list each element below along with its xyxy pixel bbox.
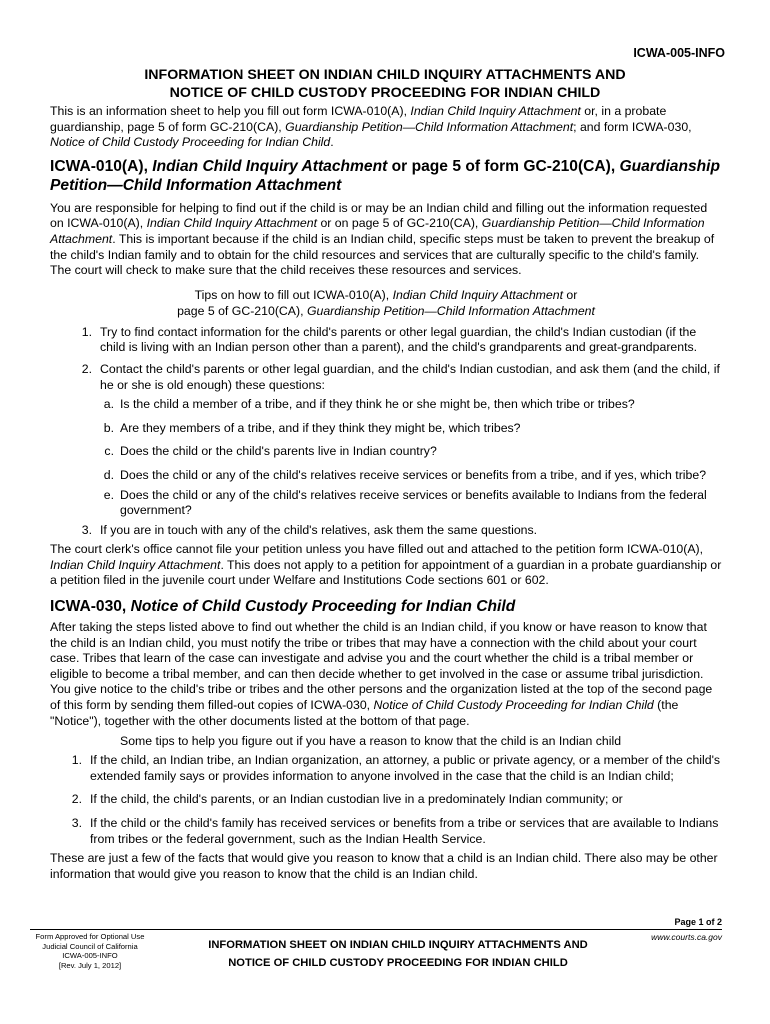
intro-text-italic: Notice of Child Custody Proceeding for Indian Child: [50, 135, 331, 150]
sub-list-item: [50, 468, 722, 484]
sub-list-text: Does the child or any of the child's relatives receive services or benefits from a tribe, and if yes, which tribe?: [120, 467, 707, 482]
body-text-italic: Notice of Child Custody Proceeding for Indian Child: [373, 698, 654, 713]
list-item: [50, 792, 722, 808]
title-line-2: NOTICE OF CHILD CUSTODY PROCEEDING FOR INDIAN CHILD: [169, 85, 601, 101]
sub-list-text: Does the child or the child's parents live in Indian country?: [120, 444, 437, 459]
footer-approval: Form Approved for Optional Use: [35, 932, 145, 941]
list-number: 3.: [81, 522, 92, 537]
body-text: You are responsible for helping to find out if the child is or may be an Indian child and filling out the information requested on ICWA-010(A),: [50, 200, 708, 231]
closing-paragraph: These are just a few of the facts that would give you reason to know that a child is an Indian child. There also may be other information that would give you reason to know that the child is an Indian child.: [50, 851, 718, 881]
body-text: . This is important because if the child is an Indian child, specific steps must be taken to prevent the breakup of the child's Indian family and to obtain for the child resources and services that are culturally specific to the child's family. The court will check to make sure that the child receives these resources and services.: [50, 231, 715, 278]
section2-paragraph: [50, 620, 722, 729]
intro-paragraph: [50, 104, 722, 151]
list-item: [50, 325, 722, 356]
body-text: The court clerk's office cannot file your petition unless you have filled out and attached to the petition form ICWA-010(A),: [50, 542, 704, 557]
document-body: [50, 104, 722, 882]
clerk-paragraph: [50, 542, 722, 589]
body-text-italic: Indian Child Inquiry Attachment: [146, 216, 318, 231]
list-text: Try to find contact information for the child's parents or other legal guardian, the child's Indian custodian (if the child is living with an Indian person other than a parent), and the child's grandparents and great-grandparents.: [100, 324, 698, 355]
body-text: (the "Notice"), together with the other documents listed at the bottom of that page.: [50, 698, 679, 728]
sub-list-text: Does the child or any of the child's relatives receive services or benefits available to Indians from the federal government?: [120, 487, 707, 518]
footer-revision: [Rev. July 1, 2012]: [58, 960, 122, 970]
sub-list-letter: b.: [103, 420, 114, 435]
intro-text: .: [330, 135, 334, 150]
list-text: If the child, the child's parents, or an Indian custodian live in a predominately Indian community; or: [90, 792, 623, 807]
footer-form-info: [30, 932, 150, 970]
list-item: [50, 753, 722, 784]
footer-council: Judicial Council of California: [42, 941, 138, 951]
footer-divider: [30, 929, 722, 930]
section1-paragraph: [50, 201, 722, 279]
page-number: Page 1 of 2: [674, 917, 722, 927]
tips-text-italic: Indian Child Inquiry Attachment: [392, 287, 564, 302]
footer-title-line-2: NOTICE OF CHILD CUSTODY PROCEEDING FOR INDIAN CHILD: [228, 957, 568, 969]
body-text: After taking the steps listed above to find out whether the child is an Indian child, if you know or have reason to know that the child is an Indian child, you must notify the tribe or tribes that may have a connection with the child about your court case. Tribes that learn of the case can investigate and advise you and the court whether the child is a tribal member or eligible to become a tribal member, and can then decide whether to get involved in the case or assume tribal jurisdiction. You give notice to the child's tribe or tribes and the other persons and the organization listed at the top of the second page of this form by sending them filled-out copies of ICWA-030,: [50, 620, 713, 713]
page-title: [60, 66, 710, 102]
sub-list-letter: e.: [103, 487, 114, 502]
list-text: If the child or the child's family has received services or benefits from a tribe or services that are available to Indians from tribes or the federal government, such as the Indian Health Service.: [90, 816, 719, 846]
sub-list-letter: d.: [103, 467, 114, 482]
section2-tips-heading: Some tips to help you figure out if you have a reason to know that the child is an Indian child: [120, 734, 622, 749]
sub-list-letter: a.: [103, 397, 114, 412]
heading-text: ICWA-030,: [50, 598, 131, 616]
intro-text: ; and form ICWA-030,: [573, 119, 692, 134]
section1-tips-heading: [50, 287, 722, 319]
list-item: [50, 523, 722, 539]
list-item: [50, 362, 722, 393]
sub-list-item: [50, 421, 722, 437]
tips-text: Tips on how to fill out ICWA-010(A),: [194, 287, 393, 302]
footer-title-line-1: INFORMATION SHEET ON INDIAN CHILD INQUIRY ATTACHMENTS AND: [208, 939, 588, 951]
heading-text-italic: Indian Child Inquiry Attachment: [152, 157, 388, 175]
body-text: or on page 5 of GC-210(CA),: [317, 216, 482, 231]
sub-list-text: Is the child a member of a tribe, and if they think he or she might be, then which tribe or tribes?: [120, 397, 635, 412]
list-number: 1.: [81, 324, 92, 339]
tips-text-italic: Guardianship Petition—Child Information Attachment: [306, 303, 595, 318]
body-text: . This does not apply to a petition for appointment of a guardian in a probate guardianship or a petition filed in the juvenile court under Welfare and Institutions Code sections 601 or 602.: [50, 557, 722, 588]
footer-form-number: ICWA-005-INFO: [62, 951, 118, 960]
sub-list-item: [50, 488, 722, 519]
intro-text: This is an information sheet to help you fill out form ICWA-010(A),: [50, 104, 411, 118]
list-text: Contact the child's parents or other legal guardian, and the child's Indian custodian, and ask them (and the child, if he or she is old enough) these questions:: [100, 361, 720, 392]
sub-list-text: Are they members of a tribe, and if they think they might be, which tribes?: [120, 420, 521, 435]
section-heading-icwa-030: [50, 597, 722, 616]
tips-text: or: [563, 287, 578, 302]
list-text: If you are in touch with any of the child's relatives, ask them the same questions.: [100, 522, 538, 537]
list-number: 2.: [81, 361, 92, 376]
tips-line-2: [50, 303, 722, 319]
heading-text-italic: Guardianship Petition—Child Information Attachment: [50, 157, 721, 194]
intro-text-italic: Indian Child Inquiry Attachment: [410, 104, 581, 118]
sub-list-item: [50, 397, 722, 413]
body-text-italic: Indian Child Inquiry Attachment: [50, 557, 221, 572]
list-item: [50, 816, 722, 847]
form-id: ICWA-005-INFO: [633, 46, 725, 60]
body-text-italic: Guardianship Petition—Child Information Attachment: [50, 216, 705, 246]
footer-title: [168, 936, 628, 972]
list-number: 2.: [71, 792, 82, 807]
title-line-1: INFORMATION SHEET ON INDIAN CHILD INQUIRY ATTACHMENTS AND: [144, 67, 626, 83]
list-number: 1.: [71, 753, 82, 768]
footer-website-link[interactable]: www.courts.ca.gov: [651, 932, 722, 942]
tips-line-1: [50, 287, 722, 303]
intro-text-italic: Guardianship Petition—Child Information Attachment: [285, 119, 574, 134]
tips-text: page 5 of GC-210(CA),: [177, 303, 307, 318]
list-text: If the child, an Indian tribe, an Indian organization, an attorney, a public or private agency, or a member of the child's extended family says or provides information to anyone involved in the case that the child is an Indian child;: [90, 753, 721, 783]
sub-list-item: [50, 444, 722, 460]
sub-list-letter: c.: [104, 444, 114, 459]
section-heading-icwa-010a: [50, 157, 722, 195]
list-number: 3.: [71, 816, 82, 830]
heading-text: ICWA-010(A),: [50, 157, 153, 175]
heading-text-italic: Notice of Child Custody Proceeding for Indian Child: [130, 598, 516, 616]
heading-text: or page 5 of form GC-210(CA),: [387, 157, 620, 175]
intro-text: or, in a probate guardianship, page 5 of form GC-210(CA),: [50, 104, 667, 134]
